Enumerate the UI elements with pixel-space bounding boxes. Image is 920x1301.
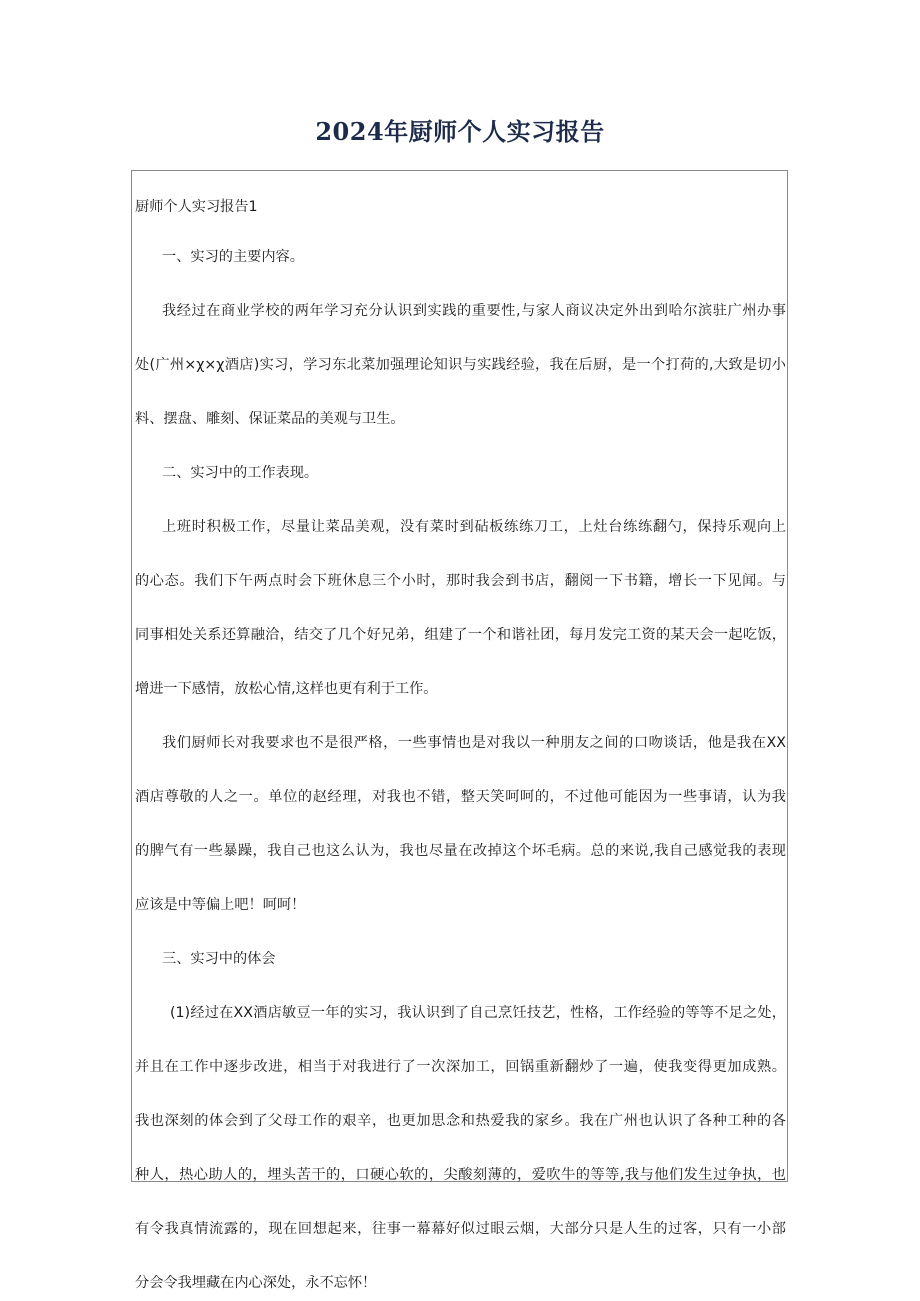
paragraph-line: 应该是中等偏上吧！呵呵！ [135, 897, 306, 913]
report-subtitle: 厨师个人实习报告1 [135, 199, 258, 215]
paragraph-line: 上班时积极工作，尽量让菜品美观，没有菜时到砧板练练刀工，上灶台练练翻勺，保持乐观向上 [162, 519, 786, 535]
section-heading-2: 二、实习中的工作表现。 [162, 465, 319, 481]
paragraph-line: 并且在工作中逐步改进，相当于对我进行了一次深加工，回锅重新翻炒了一遍，使我变得更加成熟。 [135, 1059, 786, 1075]
paragraph-line: (1)经过在XX酒店敏豆一年的实习，我认识到了自己烹饪技艺，性格，工作经验的等等不足之处， [170, 1005, 786, 1021]
paragraph-line: 有令我真情流露的，现在回想起来，往事一幕幕好似过眼云烟，大部分只是人生的过客，只有一小部 [135, 1221, 786, 1237]
paragraph-line: 我也深刻的体会到了父母工作的艰辛，也更加思念和热爱我的家乡。我在广州也认识了各种工种的各 [135, 1113, 786, 1129]
paragraph-line: 处(广州×χ×χ酒店)实习，学习东北菜加强理论知识与实践经验，我在后厨，是一个打荷的,大致是切小 [135, 357, 786, 373]
paragraph-line: 种人，热心助人的，埋头苦干的，口硬心软的，尖酸刻薄的，爱吹牛的等等,我与他们发生过争执，也 [135, 1167, 786, 1183]
document-body [131, 170, 788, 1291]
section-heading-3: 三、实习中的体会 [162, 951, 276, 967]
paragraph-line: 同事相处关系还算融洽，结交了几个好兄弟，组建了一个和谐社团，每月发完工资的某天会一起吃饭， [135, 627, 786, 643]
paragraph-line: 的心态。我们下午两点时会下班休息三个小时，那时我会到书店，翻阅一下书籍，增长一下见闻。与 [135, 573, 786, 589]
paragraph-line: 分会令我埋藏在内心深处，永不忘怀！ [135, 1275, 377, 1291]
paragraph-line: 我们厨师长对我要求也不是很严格，一些事情也是对我以一种朋友之间的口吻谈话，他是我在XX [162, 735, 786, 751]
paragraph-line: 的脾气有一些暴躁，我自己也这么认为，我也尽量在改掉这个坏毛病。总的来说,我自己感觉我的表现 [135, 843, 786, 859]
paragraph-line: 我经过在商业学校的两年学习充分认识到实践的重要性,与家人商议决定外出到哈尔滨驻广州办事 [162, 303, 786, 319]
paragraph-line: 料、摆盘、雕刻、保证菜品的美观与卫生。 [135, 411, 405, 427]
paragraph-line: 酒店尊敬的人之一。单位的赵经理，对我也不错，整天笑呵呵的，不过他可能因为一些事请，认为我 [135, 789, 786, 805]
paragraph-line: 增进一下感情，放松心情,这样也更有利于工作。 [135, 681, 438, 697]
section-heading-1: 一、实习的主要内容。 [162, 249, 304, 265]
page-title: 2024年厨师个人实习报告 [315, 117, 605, 146]
